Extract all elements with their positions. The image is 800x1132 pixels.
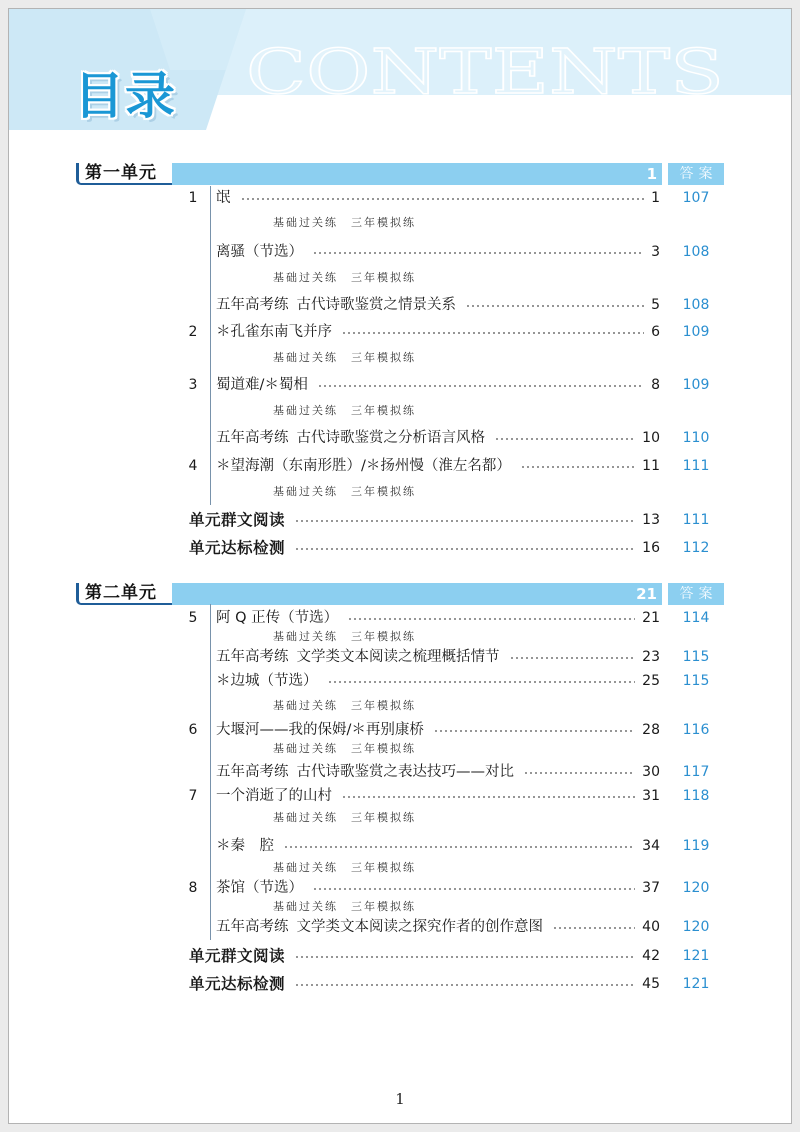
page-number: 30 <box>642 764 660 780</box>
lesson-number: 7 <box>188 788 198 804</box>
practice-label: 基础过关练 <box>273 630 338 643</box>
practice-labels <box>273 899 416 915</box>
entry-title: 单元群文阅读 <box>189 511 286 529</box>
lesson-number: 1 <box>188 190 198 206</box>
page-number: 45 <box>642 976 660 992</box>
unit-name: 第一单元 <box>76 163 172 185</box>
exam-practice-prefix: 五年高考练 <box>216 430 289 446</box>
toc-entry <box>0 428 800 448</box>
unit-summary-entry <box>0 510 800 530</box>
unit-summary-entry <box>0 538 800 558</box>
answer-page-number: 121 <box>682 976 710 992</box>
entry-line <box>189 974 660 994</box>
answer-page-number: 109 <box>682 377 710 393</box>
entry-line <box>216 836 660 856</box>
contents-watermark: CONTENTS <box>246 35 724 108</box>
answer-page-number: 110 <box>682 430 710 446</box>
page-number: 34 <box>642 838 660 854</box>
answer-page-number: 120 <box>682 880 710 896</box>
page-title: 目录 <box>74 67 176 125</box>
practice-label: 三年模拟练 <box>351 351 416 364</box>
entry-title: 古代诗歌鉴赏之情景关系 <box>296 297 456 313</box>
entry-title: 阿 Q 正传（节选） <box>216 610 339 626</box>
answer-page-number: 108 <box>682 244 710 260</box>
dot-leader <box>296 956 635 958</box>
dot-leader <box>343 332 644 334</box>
practice-labels <box>273 741 416 757</box>
entry-title: 大堰河——我的保姆/＊再别康桥 <box>216 722 424 738</box>
practice-labels <box>273 698 416 714</box>
toc-entry <box>0 762 800 782</box>
lesson-number: 2 <box>188 324 198 340</box>
practice-labels <box>273 403 416 419</box>
answer-page-number: 117 <box>682 764 710 780</box>
page-number: 40 <box>642 919 660 935</box>
entry-title: 古代诗歌鉴赏之表达技巧——对比 <box>296 764 514 780</box>
dot-leader <box>329 681 636 683</box>
practice-label: 基础过关练 <box>273 485 338 498</box>
unit-summary-entry <box>0 974 800 994</box>
entry-line <box>189 538 660 558</box>
entry-line <box>216 762 660 782</box>
page-number: 25 <box>642 673 660 689</box>
entry-line <box>216 671 660 691</box>
unit-summary-entry <box>0 946 800 966</box>
unit-header <box>0 583 800 605</box>
lesson-number: 8 <box>188 880 198 896</box>
dot-leader <box>296 548 635 550</box>
dot-leader <box>525 772 635 774</box>
practice-label: 基础过关练 <box>273 861 338 874</box>
practice-labels <box>273 270 416 286</box>
entry-line <box>216 786 660 806</box>
entry-title: 文学类文本阅读之探究作者的创作意图 <box>296 919 543 935</box>
entry-title: 茶馆（节选） <box>216 880 303 896</box>
page-number: 42 <box>642 948 660 964</box>
toc-entry <box>0 917 800 937</box>
practice-label: 三年模拟练 <box>351 811 416 824</box>
toc-entry <box>0 836 800 856</box>
unit-name: 第二单元 <box>76 583 172 605</box>
practice-label: 三年模拟练 <box>351 742 416 755</box>
practice-label: 基础过关练 <box>273 404 338 417</box>
practice-label: 基础过关练 <box>273 699 338 712</box>
entry-line <box>216 322 660 342</box>
dot-leader <box>554 927 635 929</box>
exam-practice-prefix: 五年高考练 <box>216 297 289 313</box>
page-number: 11 <box>642 458 660 474</box>
toc-entry <box>0 647 800 667</box>
answer-page-number: 118 <box>682 788 710 804</box>
exam-practice-prefix: 五年高考练 <box>216 764 289 780</box>
dot-leader <box>296 984 635 986</box>
unit-bar <box>172 583 662 605</box>
practice-labels <box>273 860 416 876</box>
dot-leader <box>296 520 635 522</box>
page-number: 6 <box>651 324 660 340</box>
practice-label: 基础过关练 <box>273 216 338 229</box>
entry-line <box>216 878 660 898</box>
page-number: 13 <box>642 512 660 528</box>
entry-line <box>216 375 660 395</box>
answer-page-number: 111 <box>682 458 710 474</box>
practice-labels <box>273 484 416 500</box>
unit-start-page: 21 <box>636 585 657 603</box>
page-number: 21 <box>642 610 660 626</box>
entry-title: 单元群文阅读 <box>189 947 286 965</box>
page-number: 3 <box>651 244 660 260</box>
page-number: 1 <box>651 190 660 206</box>
toc-entry <box>0 322 800 342</box>
entry-title: 文学类文本阅读之梳理概括情节 <box>296 649 500 665</box>
entry-line <box>216 647 660 667</box>
page-number: 5 <box>651 297 660 313</box>
dot-leader <box>435 730 635 732</box>
exam-practice-prefix: 五年高考练 <box>216 649 289 665</box>
entry-title: 单元达标检测 <box>189 539 286 557</box>
page-number: 28 <box>642 722 660 738</box>
answer-page-number: 121 <box>682 948 710 964</box>
practice-label: 三年模拟练 <box>351 271 416 284</box>
entry-line <box>216 917 660 937</box>
toc-entry <box>0 878 800 898</box>
toc-entry <box>0 720 800 740</box>
practice-label: 基础过关练 <box>273 351 338 364</box>
page-number: 37 <box>642 880 660 896</box>
entry-title: 离骚（节选） <box>216 244 303 260</box>
practice-label: 三年模拟练 <box>351 861 416 874</box>
lesson-number: 3 <box>188 377 198 393</box>
lesson-number: 6 <box>188 722 198 738</box>
dot-leader <box>467 305 644 307</box>
answer-page-number: 115 <box>682 649 710 665</box>
entry-title: 古代诗歌鉴赏之分析语言风格 <box>296 430 485 446</box>
toc-entry <box>0 242 800 262</box>
entry-title: 单元达标检测 <box>189 975 286 993</box>
unit-header <box>0 163 800 185</box>
page-number: 16 <box>642 540 660 556</box>
entry-title: ＊边城（节选） <box>216 673 318 689</box>
entry-line <box>189 510 660 530</box>
entry-line <box>216 720 660 740</box>
entry-title: 一个消逝了的山村 <box>216 788 332 804</box>
lesson-number: 5 <box>188 610 198 626</box>
toc-entry <box>0 375 800 395</box>
answer-page-number: 120 <box>682 919 710 935</box>
toc-entry <box>0 786 800 806</box>
dot-leader <box>511 657 636 659</box>
entry-title: ＊秦 腔 <box>216 838 274 854</box>
practice-label: 基础过关练 <box>273 900 338 913</box>
dot-leader <box>496 438 635 440</box>
answer-page-number: 119 <box>682 838 710 854</box>
dot-leader <box>314 888 635 890</box>
toc-entry <box>0 295 800 315</box>
dot-leader <box>343 796 635 798</box>
toc-entry <box>0 671 800 691</box>
dot-leader <box>285 846 635 848</box>
practice-labels <box>273 350 416 366</box>
entry-line <box>216 428 660 448</box>
dot-leader <box>522 466 635 468</box>
dot-leader <box>314 252 644 254</box>
answer-page-number: 107 <box>682 190 710 206</box>
unit-start-page: 1 <box>646 165 657 183</box>
answer-page-number: 109 <box>682 324 710 340</box>
entry-line <box>189 946 660 966</box>
practice-label: 基础过关练 <box>273 742 338 755</box>
page-number: 10 <box>642 430 660 446</box>
entry-title: ＊孔雀东南飞并序 <box>216 324 332 340</box>
entry-line <box>216 188 660 208</box>
entry-line <box>216 456 660 476</box>
answer-page-number: 108 <box>682 297 710 313</box>
practice-label: 基础过关练 <box>273 271 338 284</box>
lesson-number: 4 <box>188 458 198 474</box>
practice-label: 三年模拟练 <box>351 630 416 643</box>
answer-label: 答案 <box>668 583 724 605</box>
toc-entry <box>0 188 800 208</box>
practice-label: 三年模拟练 <box>351 900 416 913</box>
dot-leader <box>349 618 635 620</box>
answer-page-number: 115 <box>682 673 710 689</box>
toc-entry <box>0 608 800 628</box>
practice-label: 三年模拟练 <box>351 699 416 712</box>
practice-label: 三年模拟练 <box>351 404 416 417</box>
answer-page-number: 111 <box>682 512 710 528</box>
practice-labels <box>273 810 416 826</box>
entry-line <box>216 242 660 262</box>
practice-labels <box>273 215 416 231</box>
page-number: 23 <box>642 649 660 665</box>
exam-practice-prefix: 五年高考练 <box>216 919 289 935</box>
practice-labels <box>273 629 416 645</box>
page-number: 31 <box>642 788 660 804</box>
answer-page-number: 116 <box>682 722 710 738</box>
dot-leader <box>319 385 644 387</box>
practice-label: 基础过关练 <box>273 811 338 824</box>
practice-label: 三年模拟练 <box>351 485 416 498</box>
answer-page-number: 112 <box>682 540 710 556</box>
entry-line <box>216 295 660 315</box>
dot-leader <box>242 198 645 200</box>
answer-label: 答案 <box>668 163 724 185</box>
entry-title: 蜀道难/＊蜀相 <box>216 377 308 393</box>
entry-line <box>216 608 660 628</box>
page-number: 8 <box>651 377 660 393</box>
unit-bar <box>172 163 662 185</box>
practice-label: 三年模拟练 <box>351 216 416 229</box>
entry-title: 氓 <box>216 190 231 206</box>
footer-page-number: 1 <box>395 1090 405 1108</box>
answer-page-number: 114 <box>682 610 710 626</box>
entry-title: ＊望海潮（东南形胜）/＊扬州慢（淮左名都） <box>216 458 511 474</box>
toc-entry <box>0 456 800 476</box>
